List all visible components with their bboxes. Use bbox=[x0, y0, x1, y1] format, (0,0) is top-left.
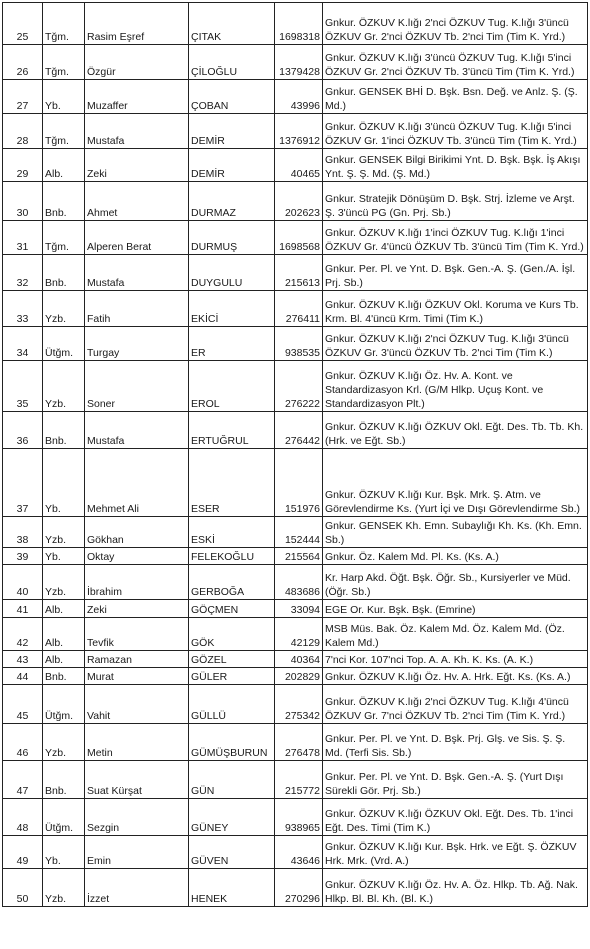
unit-assignment: Gnkur. ÖZKUV K.lığı Öz. Hv. A. Hrk. Eğt. Ks. (Ks. A.) bbox=[323, 668, 588, 685]
row-number: 48 bbox=[3, 799, 43, 836]
registry-number: 1379428 bbox=[275, 45, 323, 80]
unit-assignment: Gnkur. ÖZKUV K.lığı 2'nci ÖZKUV Tug. K.lığı 4'üncü ÖZKUV Gr. 7'nci ÖZKUV Tb. 2'nci Tim (Tim K. Yrd.) bbox=[323, 685, 588, 724]
last-name: GÜN bbox=[189, 761, 275, 799]
unit-assignment: Gnkur. Stratejik Dönüşüm D. Bşk. Strj. İzleme ve Arşt. Ş. 3'üncü PG (Gn. Prj. Sb.) bbox=[323, 182, 588, 221]
unit-assignment: Gnkur. Öz. Kalem Md. Pl. Ks. (Ks. A.) bbox=[323, 548, 588, 565]
table-row bbox=[3, 361, 588, 412]
first-name: Oktay bbox=[85, 548, 189, 565]
rank: Alb. bbox=[43, 149, 85, 182]
first-name: Murat bbox=[85, 668, 189, 685]
row-number: 50 bbox=[3, 869, 43, 907]
unit-assignment: Gnkur. Per. Pl. ve Ynt. D. Bşk. Prj. Glş. ve Sis. Ş. Ş. Md. (Terfi Sis. Sb.) bbox=[323, 724, 588, 761]
table-row bbox=[3, 836, 588, 869]
table-row bbox=[3, 45, 588, 80]
last-name: DUYGULU bbox=[189, 255, 275, 291]
table-row bbox=[3, 449, 588, 517]
row-number: 38 bbox=[3, 517, 43, 548]
table-row bbox=[3, 114, 588, 149]
registry-number: 33094 bbox=[275, 600, 323, 618]
rank: Yb. bbox=[43, 836, 85, 869]
registry-number: 43646 bbox=[275, 836, 323, 869]
row-number: 33 bbox=[3, 291, 43, 327]
table-row bbox=[3, 761, 588, 799]
registry-number: 40364 bbox=[275, 651, 323, 668]
row-number: 41 bbox=[3, 600, 43, 618]
registry-number: 215772 bbox=[275, 761, 323, 799]
table-row bbox=[3, 517, 588, 548]
table-row bbox=[3, 685, 588, 724]
rank: Tğm. bbox=[43, 221, 85, 255]
first-name: Rasim Eşref bbox=[85, 3, 189, 45]
first-name: İzzet bbox=[85, 869, 189, 907]
last-name: ER bbox=[189, 327, 275, 361]
registry-number: 43996 bbox=[275, 80, 323, 114]
row-number: 26 bbox=[3, 45, 43, 80]
last-name: DEMİR bbox=[189, 114, 275, 149]
table-row bbox=[3, 548, 588, 565]
unit-assignment: Gnkur. Per. Pl. ve Ynt. D. Bşk. Gen.-A. Ş. (Yurt Dışı Sürekli Gör. Prj. Sb.) bbox=[323, 761, 588, 799]
last-name: GÖÇMEN bbox=[189, 600, 275, 618]
last-name: HENEK bbox=[189, 869, 275, 907]
table-row bbox=[3, 80, 588, 114]
first-name: Turgay bbox=[85, 327, 189, 361]
first-name: Mehmet Ali bbox=[85, 449, 189, 517]
rank: Yb. bbox=[43, 449, 85, 517]
registry-number: 276442 bbox=[275, 412, 323, 449]
rank: Bnb. bbox=[43, 761, 85, 799]
row-number: 47 bbox=[3, 761, 43, 799]
last-name: GÜLER bbox=[189, 668, 275, 685]
table-row bbox=[3, 869, 588, 907]
last-name: GÜLLÜ bbox=[189, 685, 275, 724]
last-name: ESER bbox=[189, 449, 275, 517]
rank: Alb. bbox=[43, 618, 85, 651]
row-number: 37 bbox=[3, 449, 43, 517]
table-row bbox=[3, 221, 588, 255]
row-number: 34 bbox=[3, 327, 43, 361]
first-name: Sezgin bbox=[85, 799, 189, 836]
rank: Tğm. bbox=[43, 45, 85, 80]
last-name: ÇITAK bbox=[189, 3, 275, 45]
rank: Bnb. bbox=[43, 255, 85, 291]
table-row bbox=[3, 255, 588, 291]
unit-assignment: EGE Or. Kur. Bşk. Bşk. (Emrine) bbox=[323, 600, 588, 618]
last-name: ÇOBAN bbox=[189, 80, 275, 114]
table-row bbox=[3, 618, 588, 651]
first-name: Suat Kürşat bbox=[85, 761, 189, 799]
row-number: 49 bbox=[3, 836, 43, 869]
unit-assignment: Gnkur. ÖZKUV K.lığı Öz. Hv. A. Kont. ve Standardizasyon Krl. (G/M Hlkp. Uçuş Kont. ve Standardizasyon Plt.) bbox=[323, 361, 588, 412]
rank: Yzb. bbox=[43, 869, 85, 907]
unit-assignment: Gnkur. ÖZKUV K.lığı 3'üncü ÖZKUV Tug. K.lığı 5'inci ÖZKUV Gr. 2'nci ÖZKUV Tb. 3'üncü Tim (Tim K. Yrd.) bbox=[323, 45, 588, 80]
last-name: EKİCİ bbox=[189, 291, 275, 327]
table-row bbox=[3, 565, 588, 600]
table-row bbox=[3, 291, 588, 327]
first-name: Vahit bbox=[85, 685, 189, 724]
rank: Tğm. bbox=[43, 3, 85, 45]
registry-number: 275342 bbox=[275, 685, 323, 724]
first-name: Zeki bbox=[85, 600, 189, 618]
rank: Yzb. bbox=[43, 517, 85, 548]
last-name: GERBOĞA bbox=[189, 565, 275, 600]
registry-number: 270296 bbox=[275, 869, 323, 907]
last-name: EROL bbox=[189, 361, 275, 412]
registry-number: 276411 bbox=[275, 291, 323, 327]
first-name: Soner bbox=[85, 361, 189, 412]
registry-number: 151976 bbox=[275, 449, 323, 517]
row-number: 46 bbox=[3, 724, 43, 761]
last-name: ERTUĞRUL bbox=[189, 412, 275, 449]
rank: Bnb. bbox=[43, 412, 85, 449]
registry-number: 202623 bbox=[275, 182, 323, 221]
rank: Yzb. bbox=[43, 291, 85, 327]
registry-number: 1698318 bbox=[275, 3, 323, 45]
rank: Ütğm. bbox=[43, 685, 85, 724]
rank: Yzb. bbox=[43, 724, 85, 761]
first-name: Gökhan bbox=[85, 517, 189, 548]
first-name: Özgür bbox=[85, 45, 189, 80]
rank: Yzb. bbox=[43, 361, 85, 412]
first-name: Metin bbox=[85, 724, 189, 761]
last-name: FELEKOĞLU bbox=[189, 548, 275, 565]
unit-assignment: Kr. Harp Akd. Öğt. Bşk. Öğr. Sb., Kursiyerler ve Müd. (Öğr. Sb.) bbox=[323, 565, 588, 600]
unit-assignment: Gnkur. ÖZKUV K.lığı Kur. Bşk. Hrk. ve Eğt. Ş. ÖZKUV Hrk. Mrk. (Vrd. A.) bbox=[323, 836, 588, 869]
last-name: DURMAZ bbox=[189, 182, 275, 221]
rank: Tğm. bbox=[43, 114, 85, 149]
last-name: GÖZEL bbox=[189, 651, 275, 668]
unit-assignment: 7'nci Kor. 107'nci Top. A. A. Kh. K. Ks. (A. K.) bbox=[323, 651, 588, 668]
rank: Bnb. bbox=[43, 182, 85, 221]
registry-number: 1376912 bbox=[275, 114, 323, 149]
unit-assignment: Gnkur. ÖZKUV K.lığı 3'üncü ÖZKUV Tug. K.lığı 5'inci ÖZKUV Gr. 1'inci ÖZKUV Tb. 3'üncü Tim (Tim K. Yrd.) bbox=[323, 114, 588, 149]
table-row bbox=[3, 3, 588, 45]
registry-number: 152444 bbox=[275, 517, 323, 548]
unit-assignment: Gnkur. ÖZKUV K.lığı Kur. Bşk. Mrk. Ş. Atm. ve Görevlendirme Ks. (Yurt İçi ve Dışı Görevlendirme Sb.) bbox=[323, 449, 588, 517]
rank: Alb. bbox=[43, 600, 85, 618]
registry-number: 938965 bbox=[275, 799, 323, 836]
personnel-table bbox=[2, 2, 588, 907]
first-name: Mustafa bbox=[85, 255, 189, 291]
table-row bbox=[3, 149, 588, 182]
unit-assignment: Gnkur. ÖZKUV K.lığı 2'nci ÖZKUV Tug. K.lığı 3'üncü ÖZKUV Gr. 3'üncü ÖZKUV Tb. 2'nci Tim (Tim K.) bbox=[323, 327, 588, 361]
rank: Yzb. bbox=[43, 565, 85, 600]
personnel-table-body bbox=[3, 3, 588, 907]
row-number: 42 bbox=[3, 618, 43, 651]
registry-number: 202829 bbox=[275, 668, 323, 685]
last-name: ÇİLOĞLU bbox=[189, 45, 275, 80]
rank: Alb. bbox=[43, 651, 85, 668]
table-row bbox=[3, 412, 588, 449]
unit-assignment: Gnkur. ÖZKUV K.lığı Öz. Hv. A. Öz. Hlkp. Tb. Ağ. Nak. Hlkp. Bl. Bl. Kh. (Bl. K.) bbox=[323, 869, 588, 907]
rank: Bnb. bbox=[43, 668, 85, 685]
unit-assignment: MSB Müs. Bak. Öz. Kalem Md. Öz. Kalem Md. (Öz. Kalem Md.) bbox=[323, 618, 588, 651]
table-row bbox=[3, 724, 588, 761]
row-number: 44 bbox=[3, 668, 43, 685]
first-name: Zeki bbox=[85, 149, 189, 182]
unit-assignment: Gnkur. Per. Pl. ve Ynt. D. Bşk. Gen.-A. Ş. (Gen./A. İşl. Prj. Sb.) bbox=[323, 255, 588, 291]
row-number: 35 bbox=[3, 361, 43, 412]
first-name: Tevfik bbox=[85, 618, 189, 651]
first-name: Ramazan bbox=[85, 651, 189, 668]
unit-assignment: Gnkur. GENSEK Kh. Emn. Subaylığı Kh. Ks. (Kh. Emn. Sb.) bbox=[323, 517, 588, 548]
row-number: 31 bbox=[3, 221, 43, 255]
registry-number: 938535 bbox=[275, 327, 323, 361]
last-name: ESKİ bbox=[189, 517, 275, 548]
row-number: 43 bbox=[3, 651, 43, 668]
rank: Ütğm. bbox=[43, 799, 85, 836]
row-number: 27 bbox=[3, 80, 43, 114]
last-name: GÜVEN bbox=[189, 836, 275, 869]
row-number: 25 bbox=[3, 3, 43, 45]
rank: Yb. bbox=[43, 548, 85, 565]
table-row bbox=[3, 327, 588, 361]
last-name: GÖK bbox=[189, 618, 275, 651]
table-row bbox=[3, 651, 588, 668]
first-name: Mustafa bbox=[85, 412, 189, 449]
unit-assignment: Gnkur. ÖZKUV K.lığı ÖZKUV Okl. Eğt. Des. Tb. Tb. Kh. (Hrk. ve Eğt. Sb.) bbox=[323, 412, 588, 449]
last-name: GÜMÜŞBURUN bbox=[189, 724, 275, 761]
first-name: Alperen Berat bbox=[85, 221, 189, 255]
unit-assignment: Gnkur. ÖZKUV K.lığı 1'inci ÖZKUV Tug. K.lığı 1'inci ÖZKUV Gr. 4'üncü ÖZKUV Tb. 3'üncü Tim (Tim K. Yrd.) bbox=[323, 221, 588, 255]
row-number: 45 bbox=[3, 685, 43, 724]
registry-number: 1698568 bbox=[275, 221, 323, 255]
row-number: 40 bbox=[3, 565, 43, 600]
registry-number: 215564 bbox=[275, 548, 323, 565]
last-name: DEMİR bbox=[189, 149, 275, 182]
registry-number: 276222 bbox=[275, 361, 323, 412]
row-number: 30 bbox=[3, 182, 43, 221]
rank: Yb. bbox=[43, 80, 85, 114]
unit-assignment: Gnkur. ÖZKUV K.lığı 2'nci ÖZKUV Tug. K.lığı 3'üncü ÖZKUV Gr. 2'nci ÖZKUV Tb. 2'nci Tim (Tim K. Yrd.) bbox=[323, 3, 588, 45]
row-number: 29 bbox=[3, 149, 43, 182]
row-number: 32 bbox=[3, 255, 43, 291]
row-number: 36 bbox=[3, 412, 43, 449]
rank: Ütğm. bbox=[43, 327, 85, 361]
table-row bbox=[3, 668, 588, 685]
registry-number: 42129 bbox=[275, 618, 323, 651]
first-name: Fatih bbox=[85, 291, 189, 327]
table-row bbox=[3, 799, 588, 836]
first-name: İbrahim bbox=[85, 565, 189, 600]
last-name: DURMUŞ bbox=[189, 221, 275, 255]
first-name: Muzaffer bbox=[85, 80, 189, 114]
row-number: 28 bbox=[3, 114, 43, 149]
registry-number: 40465 bbox=[275, 149, 323, 182]
registry-number: 215613 bbox=[275, 255, 323, 291]
unit-assignment: Gnkur. ÖZKUV K.lığı ÖZKUV Okl. Eğt. Des. Tb. 1'inci Eğt. Des. Timi (Tim K.) bbox=[323, 799, 588, 836]
first-name: Emin bbox=[85, 836, 189, 869]
unit-assignment: Gnkur. ÖZKUV K.lığı ÖZKUV Okl. Koruma ve Kurs Tb. Krm. Bl. 4'üncü Krm. Timi (Tim K.) bbox=[323, 291, 588, 327]
unit-assignment: Gnkur. GENSEK BHİ D. Bşk. Bsn. Değ. ve Anlz. Ş. (Ş. Md.) bbox=[323, 80, 588, 114]
unit-assignment: Gnkur. GENSEK Bilgi Birikimi Ynt. D. Bşk. Bşk. İş Akışı Ynt. Ş. Ş. Md. (Ş. Md.) bbox=[323, 149, 588, 182]
first-name: Mustafa bbox=[85, 114, 189, 149]
registry-number: 483686 bbox=[275, 565, 323, 600]
table-row bbox=[3, 182, 588, 221]
row-number: 39 bbox=[3, 548, 43, 565]
last-name: GÜNEY bbox=[189, 799, 275, 836]
table-row bbox=[3, 600, 588, 618]
first-name: Ahmet bbox=[85, 182, 189, 221]
registry-number: 276478 bbox=[275, 724, 323, 761]
